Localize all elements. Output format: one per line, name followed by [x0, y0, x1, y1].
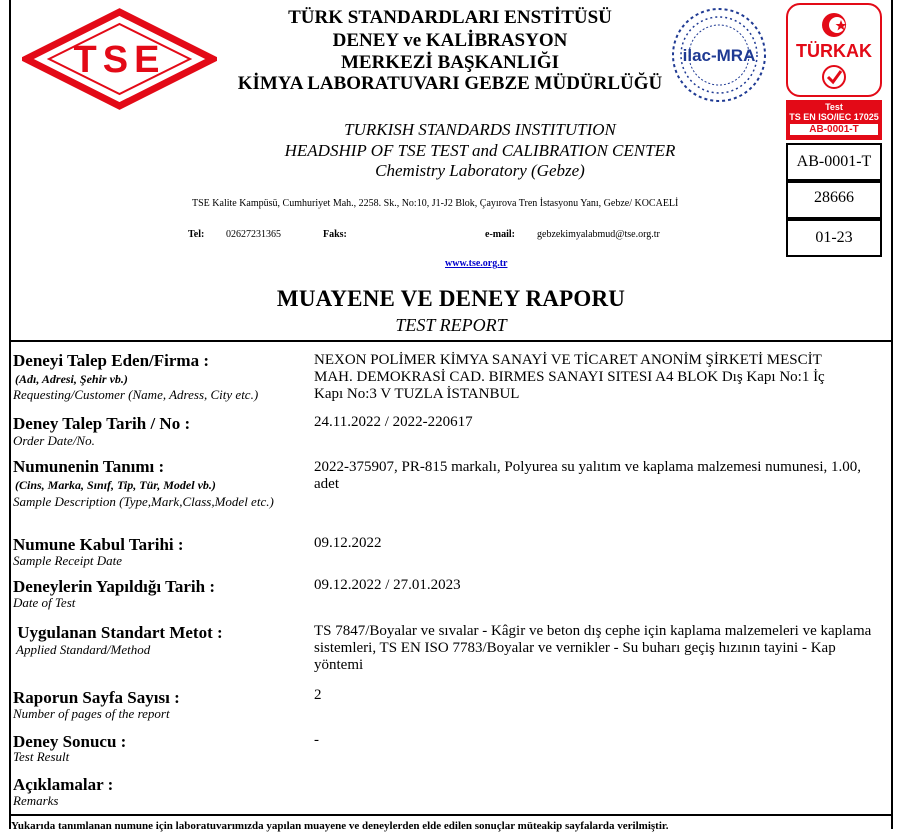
field-pages-label: Raporun Sayfa Sayısı :: [13, 688, 180, 707]
report-title: MUAYENE VE DENEY RAPORU: [276, 286, 626, 311]
field-customer-value: NEXON POLİMER KİMYA SANAYİ VE TİCARET ANONİM ŞİRKETİ MESCİT MAH. DEMOKRASİ CAD. BIRMES SANAYI SITESI A4 BLOK Dış Kapı No:1 İç Kapı No:3 V TUZLA İSTANBUL: [314, 352, 825, 402]
ref-box-accreditation: AB-0001-T: [786, 143, 882, 181]
field-sample-label-en: Sample Description (Type,Mark,Class,Model etc.): [13, 494, 274, 509]
header-tr-line-2: DENEY ve KALİBRASYON: [332, 30, 568, 51]
field-test-date-value: 09.12.2022 / 27.01.2023: [314, 577, 461, 593]
field-receipt-value: 09.12.2022: [314, 535, 382, 551]
turkak-logo-text: TÜRKAK: [796, 41, 872, 61]
field-remarks-label-en: Remarks: [13, 793, 59, 808]
header-en-line-1: TURKISH STANDARDS INSTITUTION: [344, 120, 616, 139]
field-method-label-en: Applied Standard/Method: [13, 642, 151, 657]
header-en-line-2: HEADSHIP OF TSE TEST and CALIBRATION CENTER: [284, 141, 676, 160]
header-tr-line-3: MERKEZİ BAŞKANLIĞI: [340, 52, 560, 73]
tel-value: 02627231365: [226, 229, 281, 240]
turkak-line-1: Test: [825, 102, 843, 112]
turkak-line-2: TS EN ISO/IEC 17025: [789, 112, 879, 122]
turkak-code: AB-0001-T: [790, 124, 878, 135]
field-customer-label-en: Requesting/Customer (Name, Adress, City etc.): [13, 387, 259, 402]
field-order-value: 24.11.2022 / 2022-220617: [314, 414, 473, 430]
field-result-value: -: [314, 732, 319, 748]
turkak-emblem-icon: [788, 5, 880, 95]
field-customer-label: Deneyi Talep Eden/Firma :: [13, 351, 209, 370]
ref-box-revision: 01-23: [786, 219, 882, 257]
turkak-accreditation-badge: [786, 100, 882, 140]
fax-label: Faks:: [323, 229, 347, 240]
turkak-logo: [786, 3, 882, 97]
field-result-label: Deney Sonucu :: [13, 732, 127, 751]
field-pages-label-en: Number of pages of the report: [13, 706, 170, 721]
address: TSE Kalite Kampüsü, Cumhuriyet Mah., 2258. Sk., No:10, J1-J2 Blok, Çayırova Tren İstasyonu Yanı, Gebze/ KOCAELİ: [192, 198, 679, 209]
ilac-mra-logo: [668, 4, 770, 106]
field-order-label-en: Order Date/No.: [13, 433, 95, 448]
divider-bottom: [9, 814, 893, 816]
tse-logo-text: TSE: [73, 39, 166, 81]
field-sample-label-sub: (Cins, Marka, Sınıf, Tip, Tür, Model vb.): [15, 478, 216, 492]
field-method-value: TS 7847/Boyalar ve sıvalar - Kâgir ve beton dış cephe için kaplama malzemeleri ve kaplama sistemleri, TS EN ISO 7783/Boyalar ve vernikler - Su buharı geçiş hızının tayini - Kap yöntemi: [314, 623, 872, 673]
field-receipt-label: Numune Kabul Tarihi :: [13, 535, 184, 554]
divider-top: [9, 340, 893, 342]
tse-logo: [22, 8, 217, 110]
field-receipt-label-en: Sample Receipt Date: [13, 553, 123, 568]
email-value[interactable]: gebzekimyalabmud@tse.org.tr: [537, 229, 660, 240]
report-subtitle: TEST REPORT: [395, 315, 507, 335]
header-tr-line-4: KİMYA LABORATUVARI GEBZE MÜDÜRLÜĞÜ: [237, 73, 663, 94]
field-sample-value: 2022-375907, PR-815 markalı, Polyurea su yalıtım ve kaplama malzemesi numunesi, 1.00, adet: [314, 459, 861, 492]
field-order-label: Deney Talep Tarih / No :: [13, 414, 191, 433]
header-en-line-3: Chemistry Laboratory (Gebze): [375, 161, 585, 180]
field-result-label-en: Test Result: [13, 749, 70, 764]
footer-note: Yukarıda tanımlanan numune için laboratuvarımızda yapılan muayene ve deneylerden elde edilen sonuçlar müteakip sayfalarda verilmiştir.: [11, 820, 669, 832]
ilac-mra-logo-text: ilac-MRA: [682, 46, 756, 65]
field-test-date-label: Deneylerin Yapıldığı Tarih :: [13, 577, 215, 596]
field-remarks-label: Açıklamalar :: [13, 775, 114, 794]
field-customer-label-sub: (Adı, Adresi, Şehir vb.): [15, 372, 128, 386]
field-test-date-label-en: Date of Test: [13, 595, 76, 610]
field-method-label: Uygulanan Standart Metot :: [13, 623, 223, 642]
tel-label: Tel:: [188, 229, 205, 240]
field-pages-value: 2: [314, 687, 322, 703]
ref-box-report-number: 28666: [786, 181, 882, 219]
header-tr-line-1: TÜRK STANDARDLARI ENSTİTÜSÜ: [288, 7, 612, 28]
field-sample-label: Numunenin Tanımı :: [13, 457, 165, 476]
website-link[interactable]: www.tse.org.tr: [445, 258, 508, 269]
email-label: e-mail:: [485, 229, 515, 240]
